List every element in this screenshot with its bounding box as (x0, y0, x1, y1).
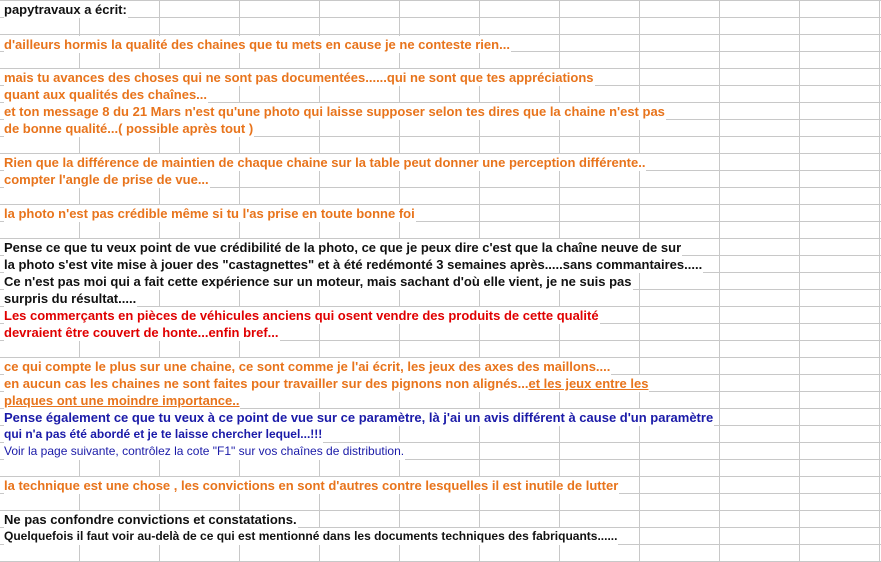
reply-line-22: Ne pas confondre convictions et constatations. (4, 512, 297, 527)
reply-line-16 (4, 375, 649, 392)
reply-line-19: qui n'a pas été abordé et je te laisse chercher lequel...!!! (4, 427, 323, 441)
quote-line-7: compter l'angle de prise de vue... (4, 172, 209, 187)
reply-line-14: devraient être couvert de honte...enfin bref... (4, 325, 279, 340)
quote-line-1: d'ailleurs hormis la qualité des chaines que tu mets en cause je ne conteste rien... (4, 37, 510, 52)
reply-line-20: Voir la page suivante, contrôlez la cote "F1" sur vos chaînes de distribution. (4, 444, 405, 458)
reply-line-11: Ce n'est pas moi qui a fait cette expérience sur un moteur, mais sachant d'où elle vient, je ne suis pas (4, 274, 632, 289)
quote-line-3: quant aux qualités des chaînes... (4, 87, 208, 102)
quote-line-2: mais tu avances des choses qui ne sont pas documentées......qui ne sont que tes appréciations (4, 70, 594, 85)
reply-line-15: ce qui compte le plus sur une chaine, ce sont comme je l'ai écrit, les jeux des axes des maillons.... (4, 359, 611, 374)
quote-line-8: la photo n'est pas crédible même si tu l'as prise en toute bonne foi (4, 206, 415, 221)
reply-line-12: surpris du résultat..... (4, 291, 137, 306)
quote-line-5: de bonne qualité...( possible après tout ) (4, 121, 254, 136)
reply-line-13: Les commerçants en pièces de véhicules anciens qui osent vendre des produits de cette qualité (4, 308, 599, 323)
reply-line-16-text: en aucun cas les chaines ne sont faites pour travailler sur des pignons non alignés... (4, 376, 529, 391)
reply-line-9: Pense ce que tu veux point de vue crédibilité de la photo, ce que je peux dire c'est que la chaîne neuve de sur (4, 240, 682, 255)
reply-line-21: la technique est une chose , les convictions en sont d'autres contre lesquelles il est inutile de lutter (4, 478, 619, 493)
reply-line-18: Pense également ce que tu veux à ce point de vue sur ce paramètre, là j'ai un avis différent à cause d'un paramètre (4, 410, 714, 425)
quote-header: papytravaux a écrit: (4, 2, 127, 17)
reply-line-16-underlined: et les jeux entre les (528, 376, 649, 391)
quote-line-4: et ton message 8 du 21 Mars n'est qu'une photo qui laisse supposer selon tes dires que la chaine n'est pas (4, 104, 665, 119)
quote-line-6: Rien que la différence de maintien de chaque chaine sur la table peut donner une perception différente.. (4, 155, 646, 170)
reply-line-10: la photo s'est vite mise à jouer des "castagnettes" et à été redémonté 3 semaines après.....sans commantaires..... (4, 257, 703, 272)
reply-line-23: Quelquefois il faut voir au-delà de ce qui est mentionné dans les documents techniques des fabriquants...... (4, 529, 618, 543)
reply-line-17: plaques ont une moindre importance.. (4, 393, 240, 408)
